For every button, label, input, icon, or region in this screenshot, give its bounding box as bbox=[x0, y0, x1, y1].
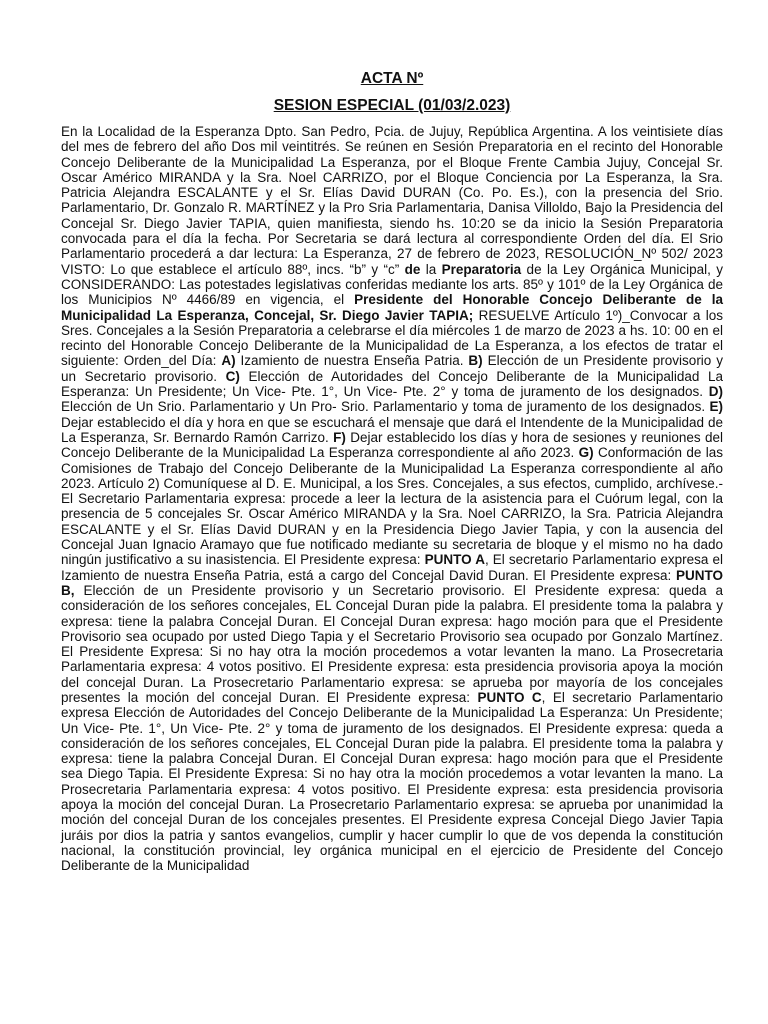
bold-text-run: Presidente del Honorable Concejo Deliberante de la Municipalidad La Esperanza, Concejal, Sr. Diego Javier TAPIA; bbox=[61, 292, 724, 323]
bold-text-run: D) bbox=[708, 384, 723, 400]
bold-text-run: de bbox=[404, 261, 421, 277]
bold-text-run: C) bbox=[225, 368, 240, 384]
text-run: En la Localidad de la Esperanza Dpto. San Pedro, Pcia. de Jujuy, República Argentina. A los veintisiete días del mes de febrero del año Dos mil veintitrés. Se reúnen en Sesión Preparatoria en el recinto del Honorable Concejo Deliberante de la Municipalidad La Esperanza, por el Bloque Frente Cambia Jujuy, Concejal Sr. Oscar Américo MIRANDA y la Sra. Noel CARRIZO, por el Bloque Conciencia por La Esperanza, la Sra. Patricia Alejandra ESCALANTE y el Sr. Elías David DURAN (Co. Po. Es.), con la presencia del Srio. Parlamentario, Dr. Gonzalo R. MARTÍNEZ y la Pro Sria Parlamentaria, Danisa Villoldo, Bajo la Presidencia del Concejal Sr. Diego Javier TAPIA, quien manifiesta, siendo hs. 10:20 se da inicio la Sesión Preparatoria convocada para el día la fecha. Por Secretaria se dará lectura al correspondiente Orden del día. El Srio Parlamentario procederá a dar lectura: La Esperanza, 27 de febrero de 2023, RESOLUCIÓN_Nº 502/ 2023 VISTO: Lo que establece el artículo 88º, incs. “b” y “c” bbox=[61, 124, 723, 277]
body-paragraph bbox=[61, 124, 723, 874]
text-run: Conformación de las Comisiones de Trabajo del Concejo Deliberante de la Municipalidad La Esperanza correspondiente al año 2023. Artículo 2) Comuníquese al D. E. Municipal, a los Sres. Concejales, a sus efectos, cumplido, archívese.- El Secretario Parlamentaria expresa: procede a leer la lectura de la asistencia para el Cuórum legal, con la presencia de 5 concejales Sr. Oscar Américo MIRANDA y la Sra. Noel CARRIZO, la Sra. Patricia Alejandra ESCALANTE y el Sr. Elías David DURAN y en la Presidencia Diego Javier Tapia, y con la ausencia del Concejal Juan Ignacio Aramayo que fue notificado mediante su secretaria de bloque y el mismo no ha dado ningún justificativo a su inasistencia. El Presidente expresa: bbox=[61, 445, 723, 568]
bold-text-run: E) bbox=[709, 399, 723, 415]
text-run: , El secretario Parlamentario expresa el Izamiento de nuestra Enseña Patria, está a cargo del Concejal David Duran. El Presidente expresa: bbox=[61, 552, 723, 583]
document-title: ACTA Nº bbox=[360, 70, 424, 87]
text-run: Izamiento de nuestra Enseña Patria. bbox=[235, 353, 469, 369]
text-run: Elección de Autoridades del Concejo Deliberante de la Municipalidad La Esperanza: Un Presidente; Un Vice- Pte. 1°, Un Vice- Pte. 2° y toma de juramento de los designados. bbox=[61, 368, 723, 400]
document-subtitle: SESION ESPECIAL (01/03/2.023) bbox=[273, 97, 511, 114]
text-run: , El secretario Parlamentario expresa Elección de Autoridades del Concejo Deliberante de la Municipalidad La Esperanza: Un Presidente; Un Vice- Pte. 1°, Un Vice- Pte. 2° y toma de juramento de los designados. El Presidente expresa: queda a consideración de los señores concejales, EL Concejal Duran pide la palabra. El presidente toma la palabra y expresa: tiene la palabra Concejal Duran. El Concejal Duran expresa: hago moción para que el Presidente sea Diego Tapia. El Presidente Expresa: Si no hay otra la moción procedemos a votar levanten la mano. La Prosecretaria Parlamentaria expresa: 4 votos positivo. El Presidente expresa: esta presidencia provisoria apoya la moción del concejal Duran. La Prosecretario Parlamentario expresa: se aprueba por unanimidad la moción del concejal Duran de los concejales presentes. El Presidente expresa Concejal Diego Javier Tapia juráis por dios la patria y santos evangelios, cumplir y hacer cumplir lo que de vos dependa la constitución nacional, la constitución provincial, ley orgánica municipal en el ejercicio de Presidente del Concejo Deliberante de la Municipalidad bbox=[61, 689, 723, 874]
text-run: la bbox=[420, 261, 442, 277]
text-run: Elección de un Presidente provisorio y un Secretario provisorio. bbox=[61, 353, 723, 384]
text-run: Dejar establecido los días y hora de sesiones y reuniones del Concejo Deliberante de la Municipalidad La Esperanza correspondiente al año 2023. bbox=[61, 429, 723, 461]
text-run: Elección de Un Srio. Parlamentario y Un Pro- Srio. Parlamentario y toma de juramento de los designados. bbox=[61, 399, 710, 415]
bold-text-run: PUNTO B, bbox=[61, 567, 723, 598]
bold-text-run: B) bbox=[468, 353, 483, 369]
bold-text-run: PUNTO C bbox=[477, 689, 542, 705]
bold-text-run: PUNTO A bbox=[424, 552, 485, 568]
bold-text-run: A) bbox=[221, 353, 236, 369]
text-run: RESUELVE Artículo 1º)_Convocar a los Sres. Concejales a la Sesión Preparatoria a celebrarse el día miércoles 1 de marzo de 2023 a hs. 10: 00 en el recinto del Honorable Concejo Deliberante de la Municipalidad de La Esperanza, a los efectos de tratar el siguiente: Orden_del Día: bbox=[61, 307, 723, 369]
text-run: de la Ley Orgánica Municipal, y CONSIDERANDO: Las potestades legislativas conferidas mediante los arts. 85º y 101º de la Ley Orgánica de los Municipios Nº 4466/89 en vigencia, el bbox=[61, 261, 723, 308]
bold-text-run: G) bbox=[578, 445, 594, 461]
document-page bbox=[61, 68, 723, 874]
bold-text-run: Preparatoria bbox=[441, 261, 522, 277]
bold-text-run: F) bbox=[333, 429, 346, 445]
text-run: Dejar establecido el día y hora en que se escuchará el mensaje que dará el Intendente de la Municipalidad de La Esperanza, Sr. Bernardo Ramón Carrizo. bbox=[61, 414, 723, 445]
text-run: Elección de un Presidente provisorio y un Secretario provisorio. El Presidente expresa: queda a consideración de los señores concejales, EL Concejal Duran pide la palabra. El presidente toma la palabra y expresa: tiene la palabra Concejal Duran. El Concejal Duran expresa: hago moción para que el Presidente Provisorio sea ocupado por usted Diego Tapia y el Secretario Provisorio sea ocupado por Gonzalo Martínez. El Presidente Expresa: Si no hay otra la moción procedemos a votar levanten la mano. La Prosecretaria Parlamentaria expresa: 4 votos positivo. El Presidente expresa: esta presidencia provisoria apoya la moción del concejal Duran. La Prosecretario Parlamentario expresa: se aprueba por mayoría de los concejales presentes la moción del concejal Duran. El Presidente expresa: bbox=[61, 582, 723, 705]
